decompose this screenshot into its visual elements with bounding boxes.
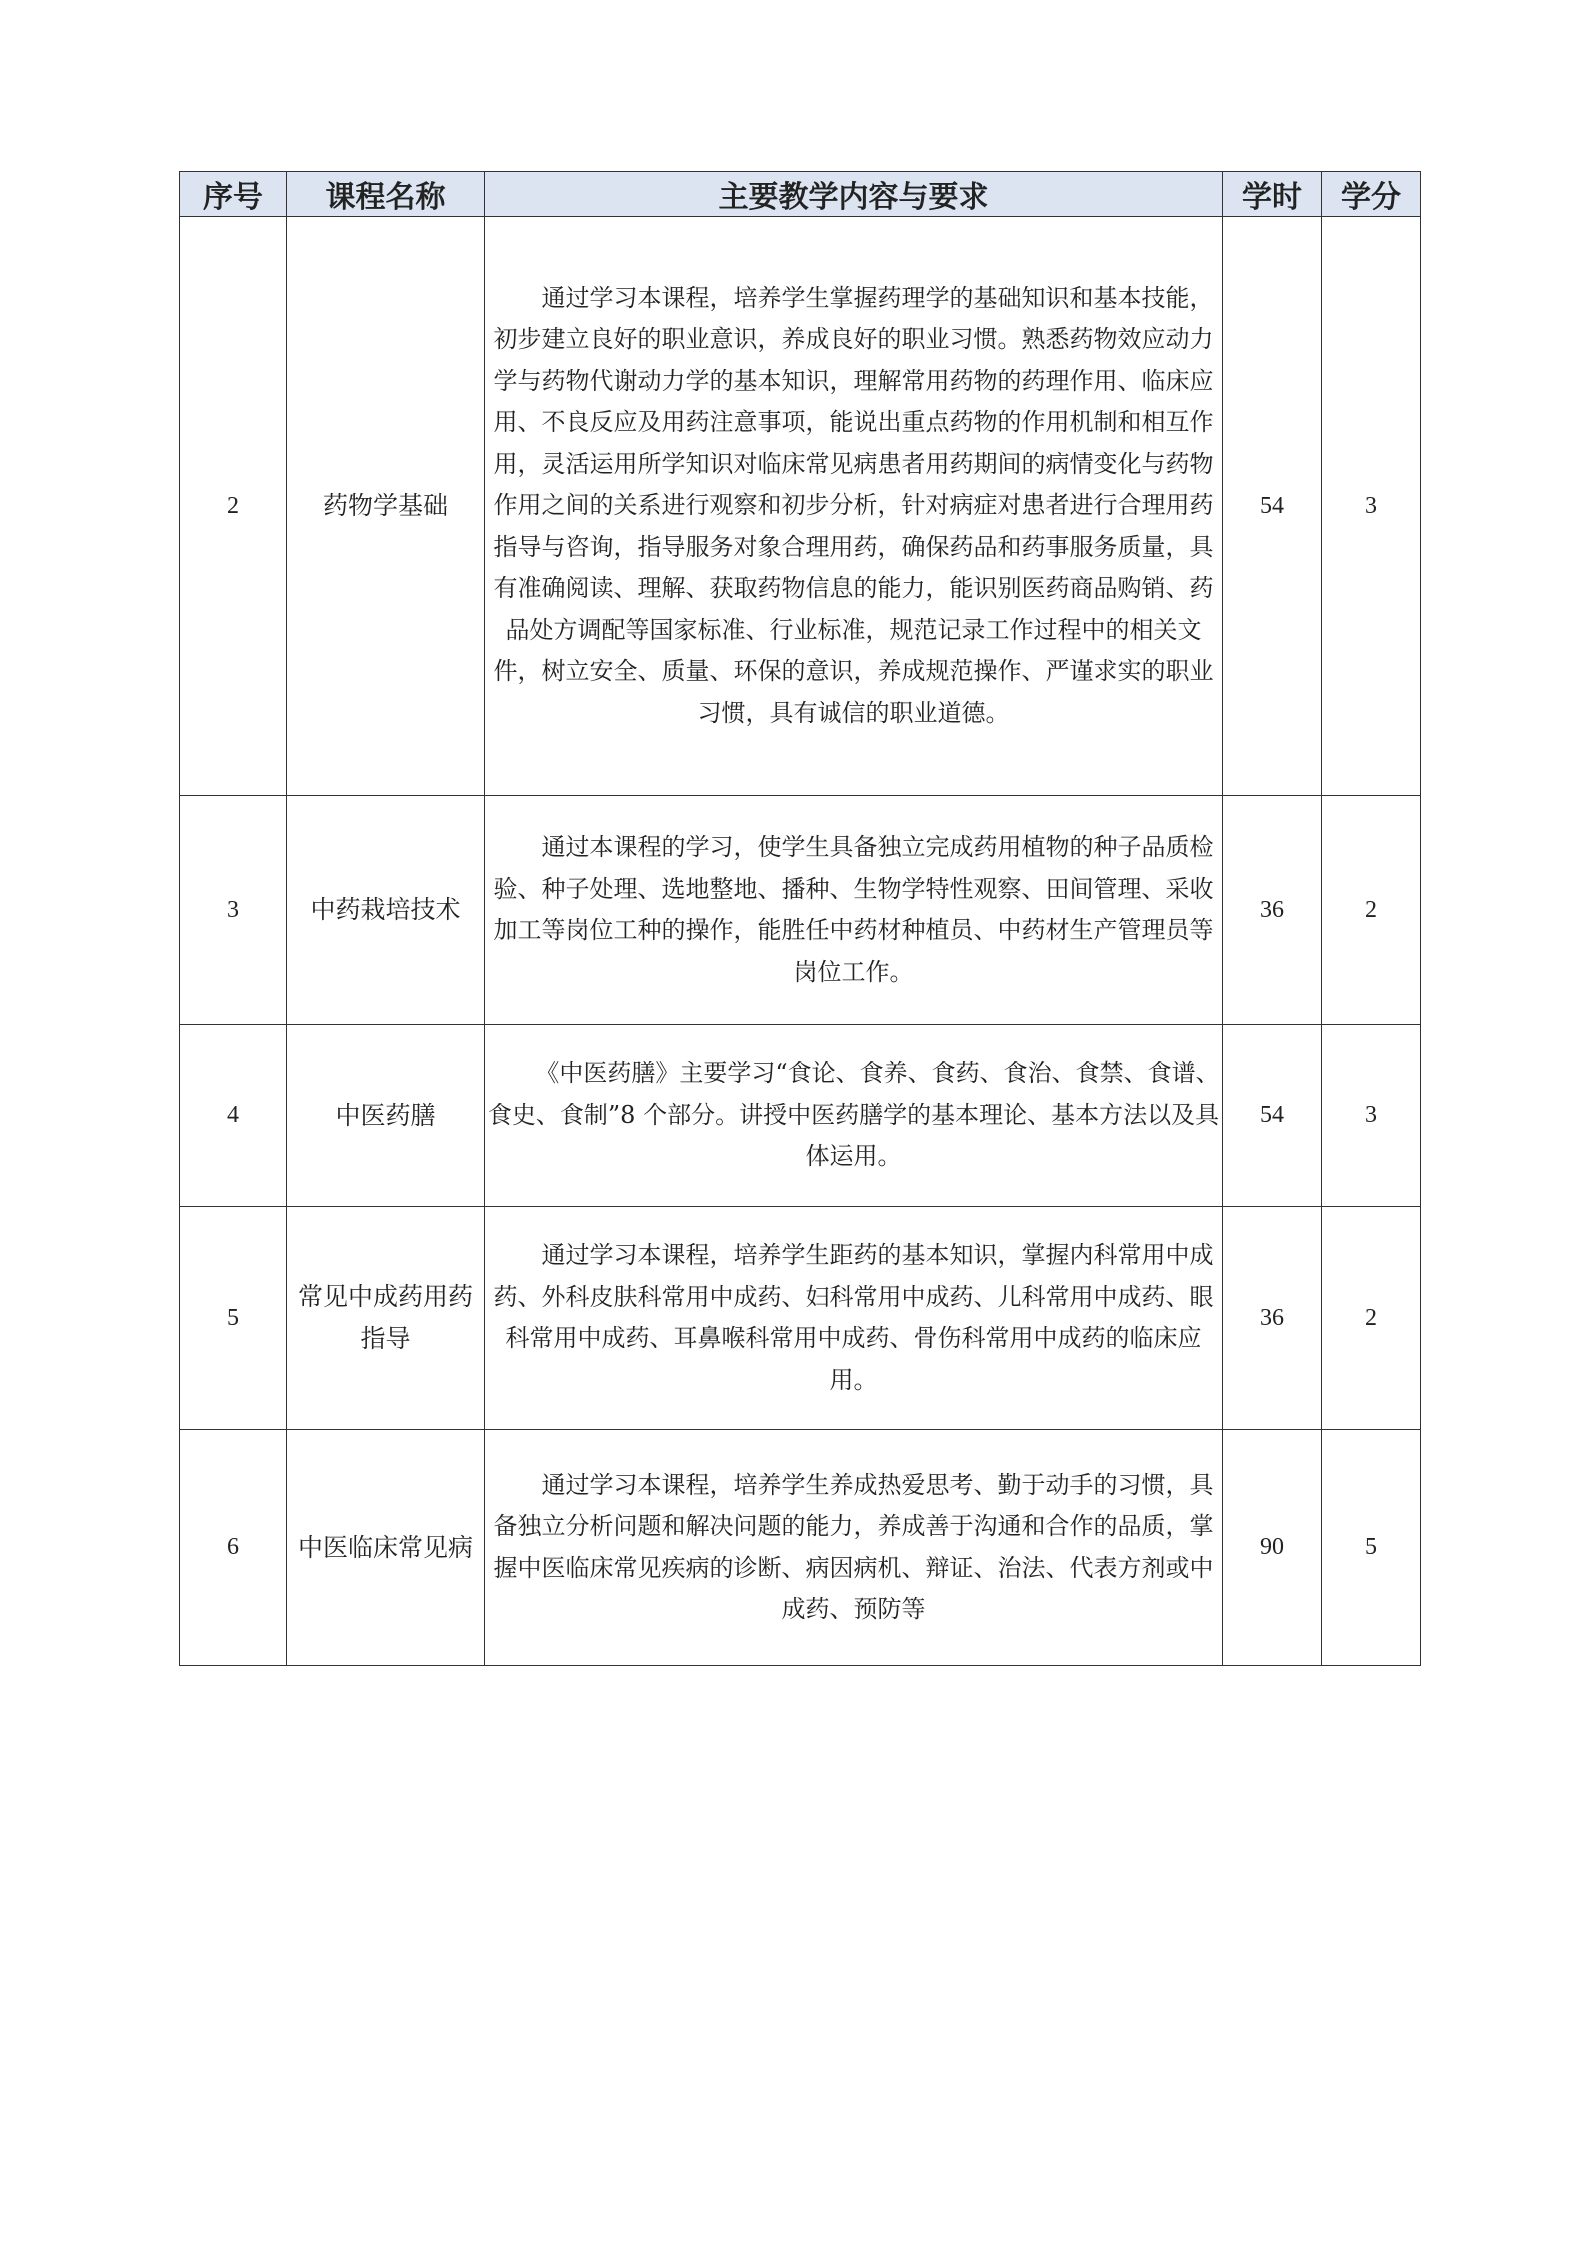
course-name: 中医临床常见病	[287, 1430, 485, 1666]
header-hours: 学时	[1223, 172, 1322, 217]
header-course-name: 课程名称	[287, 172, 485, 217]
row-number: 3	[180, 796, 287, 1025]
table-header	[180, 172, 1421, 217]
course-name: 中药栽培技术	[287, 796, 485, 1025]
header-row	[180, 172, 1421, 217]
course-hours: 36	[1223, 796, 1322, 1025]
course-hours: 54	[1223, 217, 1322, 796]
course-credits: 2	[1322, 796, 1421, 1025]
row-number: 2	[180, 217, 287, 796]
header-no: 序号	[180, 172, 287, 217]
course-hours: 54	[1223, 1025, 1322, 1207]
table-row	[180, 1025, 1421, 1207]
course-name: 常见中成药用药指导	[287, 1207, 485, 1430]
header-content: 主要教学内容与要求	[485, 172, 1223, 217]
course-content: 通过学习本课程，培养学生掌握药理学的基础知识和基本技能，初步建立良好的职业意识，养成良好的职业习惯。熟悉药物效应动力学与药物代谢动力学的基本知识，理解常用药物的药理作用、临床应用、不良反应及用药注意事项，能说出重点药物的作用机制和相互作用，灵活运用所学知识对临床常见病患者用药期间的病情变化与药物作用之间的关系进行观察和初步分析，针对病症对患者进行合理用药指导与咨询，指导服务对象合理用药，确保药品和药事服务质量，具有准确阅读、理解、获取药物信息的能力，能识别医药商品购销、药品处方调配等国家标准、行业标准，规范记录工作过程中的相关文件，树立安全、质量、环保的意识，养成规范操作、严谨求实的职业习惯，具有诚信的职业道德。	[485, 217, 1223, 796]
table-row	[180, 1430, 1421, 1666]
course-content: 通过本课程的学习，使学生具备独立完成药用植物的种子品质检验、种子处理、选地整地、播种、生物学特性观察、田间管理、采收加工等岗位工种的操作，能胜任中药材种植员、中药材生产管理员等岗位工作。	[485, 796, 1223, 1025]
course-hours: 36	[1223, 1207, 1322, 1430]
table-row	[180, 1207, 1421, 1430]
course-name: 药物学基础	[287, 217, 485, 796]
course-hours: 90	[1223, 1430, 1322, 1666]
row-number: 4	[180, 1025, 287, 1207]
table-row	[180, 796, 1421, 1025]
course-content: 通过学习本课程，培养学生养成热爱思考、勤于动手的习惯，具备独立分析问题和解决问题的能力，养成善于沟通和合作的品质，掌握中医临床常见疾病的诊断、病因病机、辩证、治法、代表方剂或中成药、预防等	[485, 1430, 1223, 1666]
header-credits: 学分	[1322, 172, 1421, 217]
course-credits: 2	[1322, 1207, 1421, 1430]
table-row	[180, 217, 1421, 796]
row-number: 6	[180, 1430, 287, 1666]
course-credits: 5	[1322, 1430, 1421, 1666]
course-name: 中医药膳	[287, 1025, 485, 1207]
table-body	[180, 217, 1421, 1666]
row-number: 5	[180, 1207, 287, 1430]
course-credits: 3	[1322, 217, 1421, 796]
course-table	[179, 171, 1421, 1666]
course-content: 通过学习本课程，培养学生距药的基本知识，掌握内科常用中成药、外科皮肤科常用中成药、妇科常用中成药、儿科常用中成药、眼科常用中成药、耳鼻喉科常用中成药、骨伤科常用中成药的临床应用。	[485, 1207, 1223, 1430]
course-credits: 3	[1322, 1025, 1421, 1207]
course-content: 《中医药膳》主要学习“食论、食养、食药、食治、食禁、食谱、食史、食制”8 个部分。讲授中医药膳学的基本理论、基本方法以及具体运用。	[485, 1025, 1223, 1207]
